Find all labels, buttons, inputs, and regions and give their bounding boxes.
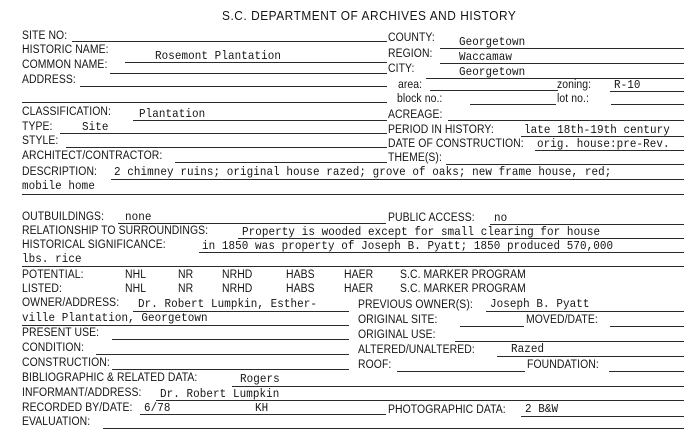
present-use-label: PRESENT USE:: [22, 325, 100, 339]
type-label: TYPE:: [22, 119, 53, 133]
informant-value[interactable]: Dr. Robert Lumpkin: [160, 387, 280, 401]
description-value-2[interactable]: mobile home: [22, 179, 95, 193]
form-title: S.C. DEPARTMENT OF ARCHIVES AND HISTORY: [222, 8, 517, 23]
informant-line: [156, 400, 684, 401]
previous-owner-value[interactable]: Joseph B. Pyatt: [490, 297, 590, 311]
recorded-date-value[interactable]: 6/78: [144, 401, 171, 415]
photographic-value[interactable]: 2 B&W: [525, 402, 559, 416]
acreage-label: ACREAGE:: [388, 107, 443, 121]
address-line-1[interactable]: [80, 86, 387, 87]
lot-no-line[interactable]: [611, 104, 684, 105]
county-line: [440, 48, 684, 49]
owner-value-2[interactable]: ville Plantation, Georgetown: [22, 311, 208, 325]
architect-line[interactable]: [175, 162, 387, 163]
owner-label: OWNER/ADDRESS:: [22, 295, 120, 309]
period-value[interactable]: late 18th-19th century: [524, 123, 670, 137]
address-label: ADDRESS:: [22, 72, 76, 86]
area-line[interactable]: [430, 90, 558, 91]
moved-date-line[interactable]: [610, 326, 684, 327]
public-access-label: PUBLIC ACCESS:: [388, 210, 475, 224]
altered-label: ALTERED/UNALTERED:: [358, 342, 475, 356]
zoning-value[interactable]: R-10: [614, 78, 641, 92]
type-value[interactable]: Site: [82, 120, 109, 134]
bibliographic-label: BIBLIOGRAPHIC & RELATED DATA:: [22, 370, 198, 384]
evaluation-label: EVALUATION:: [22, 414, 91, 428]
significance-line-1: [199, 252, 684, 253]
city-line: [426, 78, 684, 79]
county-label: COUNTY:: [388, 30, 435, 44]
foundation-line[interactable]: [609, 371, 684, 372]
listed-nrhd[interactable]: NRHD: [222, 281, 253, 295]
significance-value-1[interactable]: in 1850 was property of Joseph B. Pyatt; 1850 produced 570,000: [202, 239, 614, 253]
potential-label: POTENTIAL:: [22, 267, 84, 281]
date-construction-line: [535, 150, 684, 151]
classification-line: [133, 120, 387, 121]
bibliographic-value[interactable]: Rogers: [240, 372, 280, 386]
county-value[interactable]: Georgetown: [459, 35, 526, 49]
historic-name-line: [125, 62, 387, 63]
city-value[interactable]: Georgetown: [459, 65, 526, 79]
description-value-1[interactable]: 2 chimney ruins; original house razed; grove of oaks; new frame house, red;: [114, 165, 612, 179]
potential-nhl[interactable]: NHL: [125, 267, 147, 281]
style-label: STYLE:: [22, 133, 59, 147]
significance-label: HISTORICAL SIGNIFICANCE:: [22, 237, 166, 251]
description-line-2: [22, 194, 684, 195]
informant-label: INFORMANT/ADDRESS:: [22, 385, 142, 399]
zoning-line: [610, 91, 684, 92]
roof-label: ROOF:: [358, 357, 392, 371]
relationship-value[interactable]: Property is wooded except for small clearing for house: [242, 225, 601, 239]
evaluation-line[interactable]: [103, 428, 684, 429]
original-site-line[interactable]: [460, 326, 524, 327]
site-no-label: SITE NO:: [22, 28, 68, 42]
architect-label: ARCHITECT/CONTRACTOR:: [22, 148, 163, 162]
lot-no-label: lot no.:: [557, 91, 589, 105]
foundation-label: FOUNDATION:: [527, 357, 599, 371]
potential-habs[interactable]: HABS: [286, 267, 315, 281]
themes-label: THEME(S):: [388, 150, 442, 164]
outbuildings-label: OUTBUILDINGS:: [22, 209, 105, 223]
common-name-label: COMMON NAME:: [22, 57, 108, 71]
listed-nr[interactable]: NR: [178, 281, 194, 295]
photographic-line: [521, 416, 684, 417]
block-no-label: block no.:: [397, 91, 443, 105]
listed-nhl[interactable]: NHL: [125, 281, 147, 295]
listed-habs[interactable]: HABS: [286, 281, 315, 295]
potential-haer[interactable]: HAER: [344, 267, 374, 281]
acreage-line[interactable]: [448, 120, 684, 121]
common-name-line[interactable]: [110, 73, 387, 74]
description-label: DESCRIPTION:: [22, 164, 98, 178]
potential-nr[interactable]: NR: [178, 267, 194, 281]
altered-value[interactable]: Razed: [511, 342, 545, 356]
recorded-by-line: [140, 414, 386, 415]
moved-date-label: MOVED/DATE:: [526, 312, 598, 326]
construction-label: CONSTRUCTION:: [22, 355, 110, 369]
address-line-2[interactable]: [22, 102, 387, 103]
significance-value-2[interactable]: lbs. rice: [22, 252, 82, 266]
date-construction-value[interactable]: orig. house:pre-Rev.: [537, 137, 670, 151]
historic-name-value[interactable]: Rosemont Plantation: [155, 49, 282, 63]
recorded-by-label: RECORDED BY/DATE:: [22, 400, 133, 414]
condition-label: CONDITION:: [22, 340, 85, 354]
listed-haer[interactable]: HAER: [344, 281, 374, 295]
relationship-label: RELATIONSHIP TO SURROUNDINGS:: [22, 223, 209, 237]
region-line: [440, 63, 684, 64]
original-use-label: ORIGINAL USE:: [358, 327, 436, 341]
block-no-line[interactable]: [470, 104, 556, 105]
date-construction-label: DATE OF CONSTRUCTION:: [388, 136, 524, 150]
original-site-label: ORIGINAL SITE:: [358, 312, 438, 326]
listed-label: LISTED:: [22, 281, 62, 295]
outbuildings-value[interactable]: none: [125, 210, 152, 224]
city-label: CITY:: [388, 61, 415, 75]
listed-marker[interactable]: S.C. MARKER PROGRAM: [400, 281, 526, 295]
potential-marker[interactable]: S.C. MARKER PROGRAM: [400, 267, 526, 281]
original-use-line[interactable]: [455, 341, 684, 342]
area-label: area:: [398, 77, 423, 91]
previous-owner-label: PREVIOUS OWNER(S):: [358, 297, 473, 311]
region-value[interactable]: Waccamaw: [459, 50, 513, 64]
recorded-initials-value[interactable]: KH: [255, 401, 269, 415]
present-use-line[interactable]: [112, 339, 349, 340]
classification-label: CLASSIFICATION:: [22, 104, 111, 118]
period-label: PERIOD IN HISTORY:: [388, 122, 494, 136]
region-label: REGION:: [388, 46, 433, 60]
roof-line[interactable]: [397, 371, 525, 372]
classification-value[interactable]: Plantation: [139, 107, 206, 121]
condition-line[interactable]: [96, 354, 349, 355]
type-line: [60, 133, 387, 134]
potential-nrhd[interactable]: NRHD: [222, 267, 253, 281]
photographic-label: PHOTOGRAPHIC DATA:: [388, 402, 506, 416]
historic-name-label: HISTORIC NAME:: [22, 42, 109, 56]
public-access-value[interactable]: no: [494, 211, 508, 225]
bibliographic-line: [232, 386, 684, 387]
owner-value-1[interactable]: Dr. Robert Lumpkin, Esther-: [138, 297, 318, 311]
description-line-1: [111, 179, 684, 180]
site-no-line[interactable]: [72, 41, 387, 42]
zoning-label: zoning:: [557, 77, 592, 91]
